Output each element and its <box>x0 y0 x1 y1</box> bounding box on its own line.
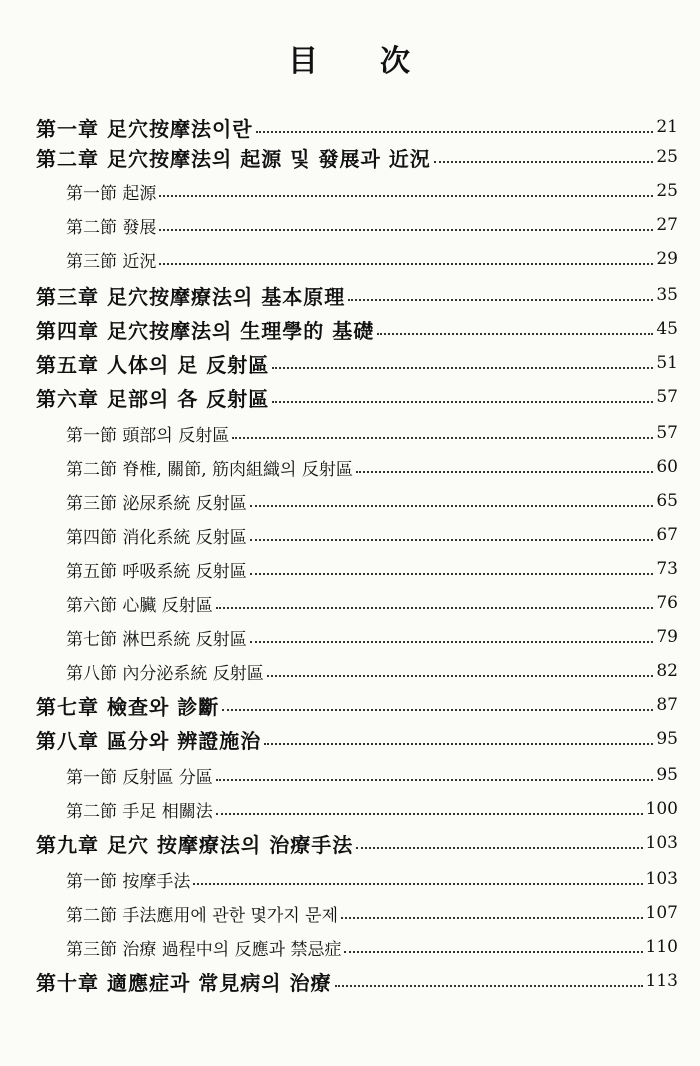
leader-dots <box>341 917 643 919</box>
toc-entry-title: 第五章 人体의 足 反射區 <box>36 352 270 377</box>
leader-dots <box>250 641 654 643</box>
toc-entry-title: 第三節 治療 過程中의 反應과 禁忌症 <box>66 939 342 960</box>
toc-page-number: 87 <box>656 695 678 715</box>
leader-dots <box>159 195 653 197</box>
leader-dots <box>272 367 653 369</box>
toc-entry-title: 第一節 起源 <box>66 183 157 204</box>
toc-page-number: 76 <box>656 593 678 613</box>
toc-page-number: 95 <box>656 765 678 785</box>
leader-dots <box>256 131 654 133</box>
toc-page-number: 82 <box>656 661 678 681</box>
toc-entry-title: 第一章 足穴按摩法이란 <box>36 116 253 141</box>
toc-entry-title: 第五節 呼吸系統 反射區 <box>66 561 247 582</box>
toc-entry-title: 第八節 內分泌系統 反射區 <box>66 663 264 684</box>
toc-page-number: 29 <box>656 249 678 269</box>
page-title <box>0 36 700 80</box>
toc-entry-title: 第三章 足穴按摩療法의 基本原理 <box>36 284 346 309</box>
toc-page-number: 67 <box>656 525 678 545</box>
leader-dots <box>216 779 654 781</box>
toc-section-row <box>66 520 678 550</box>
toc-page-number: 103 <box>645 869 678 889</box>
toc-entry-title: 第二節 手足 相關法 <box>66 801 213 822</box>
toc-entry-title: 第七節 淋巴系統 反射區 <box>66 629 247 650</box>
toc-entry-title: 第三節 泌尿系統 反射區 <box>66 493 247 514</box>
leader-dots <box>356 471 654 473</box>
toc-entry-title: 第八章 區分와 辨證施治 <box>36 728 262 753</box>
toc-section-row <box>66 418 678 448</box>
toc-page-number: 25 <box>656 147 678 167</box>
toc-entry-title: 第十章 適應症과 常見病의 治療 <box>36 970 332 995</box>
toc-page-number: 21 <box>656 117 678 137</box>
leader-dots <box>159 229 653 231</box>
toc-chapter-row <box>36 348 678 378</box>
leader-dots <box>344 951 642 953</box>
toc-page-number: 113 <box>645 971 678 991</box>
toc-section-row <box>66 760 678 790</box>
leader-dots <box>232 437 653 439</box>
toc-page-number: 57 <box>656 387 678 407</box>
toc-chapter-row <box>36 112 678 142</box>
toc-chapter-row <box>36 828 678 858</box>
toc-chapter-row <box>36 314 678 344</box>
toc-section-row <box>66 794 678 824</box>
toc-section-row <box>66 486 678 516</box>
toc-entry-title: 第六章 足部의 各 反射區 <box>36 386 270 411</box>
leader-dots <box>216 607 654 609</box>
title-right: 次 <box>380 44 412 79</box>
toc-page-number: 65 <box>656 491 678 511</box>
leader-dots <box>356 847 642 849</box>
toc-page-number: 57 <box>656 423 678 443</box>
toc-chapter-row <box>36 142 678 172</box>
toc-entry-title: 第二節 脊椎, 關節, 筋肉組織의 反射區 <box>66 459 353 480</box>
toc-section-row <box>66 588 678 618</box>
title-left: 目 <box>288 44 320 79</box>
toc-entry-title: 第一節 反射區 分區 <box>66 767 213 788</box>
leader-dots <box>335 985 643 987</box>
leader-dots <box>222 709 653 711</box>
toc-section-row <box>66 656 678 686</box>
toc-page-number: 51 <box>656 353 678 373</box>
toc-chapter-row <box>36 724 678 754</box>
toc-page-number: 103 <box>645 833 678 853</box>
toc-page-number: 25 <box>656 181 678 201</box>
toc-page-number: 73 <box>656 559 678 579</box>
leader-dots <box>377 333 653 335</box>
toc-entry-title: 第四章 足穴按摩法의 生理學的 基礎 <box>36 318 375 343</box>
leader-dots <box>159 263 653 265</box>
toc-entry-title: 第七章 檢查와 診斷 <box>36 694 220 719</box>
toc-entry-title: 第二節 發展 <box>66 217 157 238</box>
leader-dots <box>250 539 654 541</box>
toc-section-row <box>66 452 678 482</box>
toc-page-number: 100 <box>645 799 678 819</box>
toc-entry-title: 第一節 頭部의 反射區 <box>66 425 230 446</box>
toc-page-number: 60 <box>656 457 678 477</box>
toc-page-number: 35 <box>656 285 678 305</box>
leader-dots <box>434 161 654 163</box>
leader-dots <box>348 299 653 301</box>
toc-entry-title: 第四節 消化系統 反射區 <box>66 527 247 548</box>
leader-dots <box>264 743 653 745</box>
leader-dots <box>272 401 653 403</box>
toc-page-number: 110 <box>645 937 678 957</box>
toc-chapter-row <box>36 966 678 996</box>
toc-entry-title: 第二節 手法應用에 관한 몇가지 문제 <box>66 905 338 926</box>
toc-section-row <box>66 210 678 240</box>
toc-section-row <box>66 176 678 206</box>
toc-section-row <box>66 932 678 962</box>
toc-chapter-row <box>36 382 678 412</box>
toc-entry-title: 第九章 足穴 按摩療法의 治療手法 <box>36 832 354 857</box>
toc-entry-title: 第一節 按摩手法 <box>66 871 191 892</box>
toc-section-row <box>66 898 678 928</box>
toc-section-row <box>66 244 678 274</box>
toc-section-row <box>66 864 678 894</box>
leader-dots <box>193 883 642 885</box>
toc-section-row <box>66 554 678 584</box>
toc-entry-title: 第三節 近況 <box>66 251 157 272</box>
toc-page-number: 45 <box>656 319 678 339</box>
leader-dots <box>267 675 654 677</box>
leader-dots <box>250 505 654 507</box>
toc-page-number: 95 <box>656 729 678 749</box>
toc-page-number: 107 <box>645 903 678 923</box>
leader-dots <box>216 813 643 815</box>
toc-chapter-row <box>36 280 678 310</box>
toc-page-number: 79 <box>656 627 678 647</box>
leader-dots <box>250 573 654 575</box>
toc-section-row <box>66 622 678 652</box>
toc-entry-title: 第二章 足穴按摩法의 起源 및 發展과 近況 <box>36 146 431 171</box>
toc-entry-title: 第六節 心臟 反射區 <box>66 595 213 616</box>
toc-chapter-row <box>36 690 678 720</box>
toc-page-number: 27 <box>656 215 678 235</box>
